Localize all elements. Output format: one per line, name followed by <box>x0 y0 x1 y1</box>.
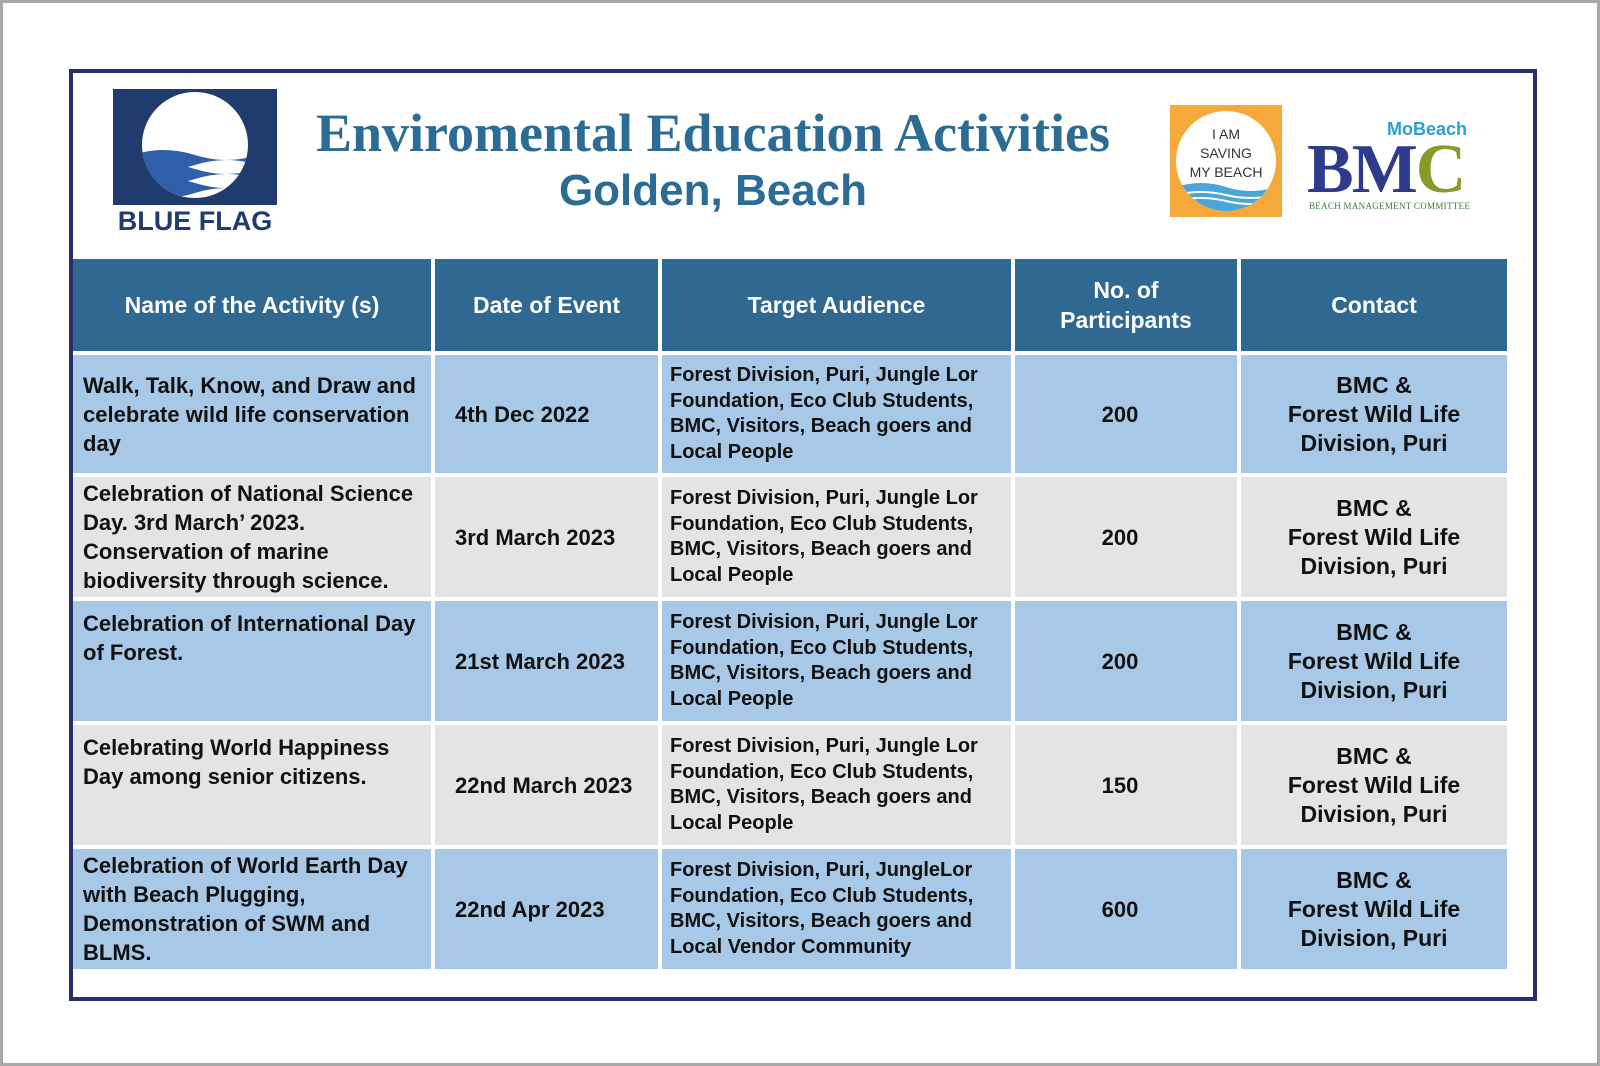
participants-cell: 600 <box>1015 849 1237 969</box>
column-header-audience: Target Audience <box>662 259 1011 351</box>
date-cell: 21st March 2023 <box>435 601 658 721</box>
saving-beach-line-2: SAVING <box>1200 145 1252 161</box>
activity-name-cell: Celebration of International Day of Forest. <box>73 601 431 721</box>
blue-flag-logo-icon <box>113 89 277 205</box>
date-cell: 3rd March 2023 <box>435 477 658 597</box>
saving-beach-logo-icon <box>1176 111 1276 211</box>
saving-beach-line-3: MY BEACH <box>1189 164 1263 180</box>
mobeach-label: MoBeach <box>1387 119 1468 139</box>
activity-name-cell: Celebration of World Earth Day with Beach Plugging, Demonstration of SWM and BLMS. <box>73 849 431 969</box>
date-cell: 22nd Apr 2023 <box>435 849 658 969</box>
bmc-logo <box>1301 113 1481 213</box>
audience-cell: Forest Division, Puri, Jungle Lor Foundation, Eco Club Students, BMC, Visitors, Beach goers and Local People <box>662 355 1011 473</box>
activity-name-cell: Celebrating World Happiness Day among senior citizens. <box>73 725 431 845</box>
activity-board <box>69 69 1537 1001</box>
participants-cell: 200 <box>1015 355 1237 473</box>
bmc-letters: BMC <box>1307 131 1465 208</box>
column-header-activity: Name of the Activity (s) <box>73 259 431 351</box>
audience-cell: Forest Division, Puri, Jungle Lor Foundation, Eco Club Students, BMC, Visitors, Beach goers and Local People <box>662 725 1011 845</box>
contact-cell: BMC & Forest Wild Life Division, Puri <box>1241 477 1507 597</box>
activities-table <box>73 259 1507 969</box>
contact-cell: BMC & Forest Wild Life Division, Puri <box>1241 601 1507 721</box>
participants-cell: 200 <box>1015 477 1237 597</box>
participants-cell: 200 <box>1015 601 1237 721</box>
page-title: Enviromental Education Activities <box>315 103 1111 163</box>
blue-flag-logo <box>113 89 277 237</box>
contact-cell: BMC & Forest Wild Life Division, Puri <box>1241 725 1507 845</box>
page-subtitle: Golden, Beach <box>558 166 868 215</box>
activity-name-cell: Walk, Talk, Know, and Draw and celebrate wild life conservation day <box>73 355 431 473</box>
audience-cell: Forest Division, Puri, Jungle Lor Foundation, Eco Club Students, BMC, Visitors, Beach goers and Local People <box>662 601 1011 721</box>
audience-cell: Forest Division, Puri, JungleLor Foundation, Eco Club Students, BMC, Visitors, Beach goers and Local Vendor Community <box>662 849 1011 969</box>
blue-flag-label: BLUE FLAG <box>117 206 273 236</box>
contact-cell: BMC & Forest Wild Life Division, Puri <box>1241 849 1507 969</box>
date-cell: 22nd March 2023 <box>435 725 658 845</box>
activity-name-cell: Celebration of National Science Day. 3rd March’ 2023. Conservation of marine biodiversity through science. <box>73 477 431 597</box>
saving-beach-logo <box>1170 105 1282 217</box>
column-header-contact: Contact <box>1241 259 1507 351</box>
contact-cell: BMC & Forest Wild Life Division, Puri <box>1241 355 1507 473</box>
date-cell: 4th Dec 2022 <box>435 355 658 473</box>
saving-beach-line-1: I AM <box>1211 126 1240 142</box>
audience-cell: Forest Division, Puri, Jungle Lor Foundation, Eco Club Students, BMC, Visitors, Beach goers and Local People <box>662 477 1011 597</box>
column-header-participants: No. of Participants <box>1015 259 1237 351</box>
bmc-caption: BEACH MANAGEMENT COMMITTEE <box>1309 201 1471 211</box>
column-header-date: Date of Event <box>435 259 658 351</box>
participants-cell: 150 <box>1015 725 1237 845</box>
